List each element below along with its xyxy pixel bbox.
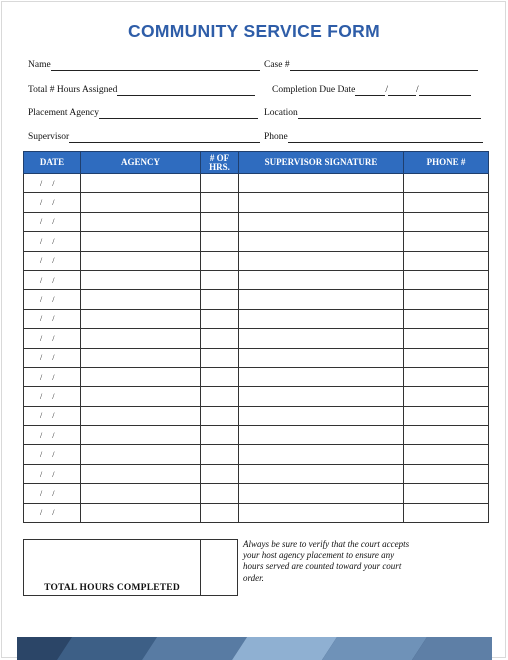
date-separator: / — [385, 85, 389, 95]
date-placeholder: / / — [40, 314, 55, 324]
column-header-line: SUPERVISOR SIGNATURE — [264, 157, 378, 167]
agency-cell[interactable] — [81, 445, 201, 464]
hours-cell[interactable] — [201, 503, 239, 522]
table-header-row — [24, 152, 489, 174]
signature-cell[interactable] — [239, 426, 404, 445]
date-cell[interactable] — [24, 367, 81, 386]
signature-cell[interactable] — [239, 406, 404, 425]
hours-assigned-label: Total # Hours Assigned — [28, 85, 118, 95]
column-header-line: AGENCY — [120, 157, 160, 167]
decorative-footer-band — [17, 637, 492, 660]
date-cell[interactable] — [24, 348, 81, 367]
table-row — [24, 193, 489, 212]
phone-label: Phone — [264, 132, 288, 142]
agency-cell[interactable] — [81, 174, 201, 193]
table-row — [24, 290, 489, 309]
table-row — [24, 445, 489, 464]
hours-cell[interactable] — [201, 290, 239, 309]
signature-cell[interactable] — [239, 484, 404, 503]
date-cell[interactable] — [24, 329, 81, 348]
phone-cell[interactable] — [404, 329, 489, 348]
date-cell[interactable] — [24, 503, 81, 522]
date-cell[interactable] — [24, 193, 81, 212]
date-cell[interactable] — [24, 270, 81, 289]
date-placeholder: / / — [40, 372, 55, 382]
due-year-line[interactable] — [419, 85, 471, 96]
supervisor-field[interactable] — [28, 132, 260, 143]
date-cell[interactable] — [24, 484, 81, 503]
phone-cell[interactable] — [404, 503, 489, 522]
date-placeholder: / / — [40, 450, 55, 460]
signature-cell[interactable] — [239, 309, 404, 328]
hours-cell[interactable] — [201, 232, 239, 251]
date-cell[interactable] — [24, 251, 81, 270]
date-placeholder: / / — [40, 488, 55, 498]
agency-cell[interactable] — [81, 464, 201, 483]
date-placeholder: / / — [40, 236, 55, 246]
hours-cell[interactable] — [201, 174, 239, 193]
agency-cell[interactable] — [81, 367, 201, 386]
phone-cell[interactable] — [404, 367, 489, 386]
completion-due-date-field[interactable] — [272, 85, 471, 96]
column-header-date — [24, 152, 81, 174]
hours-cell[interactable] — [201, 348, 239, 367]
hours-cell[interactable] — [201, 426, 239, 445]
table-row — [24, 406, 489, 425]
hours-cell[interactable] — [201, 329, 239, 348]
phone-cell[interactable] — [404, 406, 489, 425]
column-header-line: HRS. — [209, 161, 230, 172]
phone-cell[interactable] — [404, 387, 489, 406]
table-row — [24, 232, 489, 251]
agency-cell[interactable] — [81, 251, 201, 270]
total-hours-box — [23, 539, 201, 596]
date-placeholder: / / — [40, 198, 55, 208]
service-log-table — [23, 151, 489, 523]
phone-cell[interactable] — [404, 290, 489, 309]
signature-cell[interactable] — [239, 367, 404, 386]
phone-cell[interactable] — [404, 232, 489, 251]
phone-cell[interactable] — [404, 426, 489, 445]
agency-cell[interactable] — [81, 503, 201, 522]
phone-cell[interactable] — [404, 348, 489, 367]
phone-field[interactable] — [264, 132, 483, 143]
agency-cell[interactable] — [81, 193, 201, 212]
column-header-line: PHONE # — [426, 157, 466, 167]
date-cell[interactable] — [24, 406, 81, 425]
signature-cell[interactable] — [239, 387, 404, 406]
date-placeholder: / / — [40, 275, 55, 285]
phone-cell[interactable] — [404, 445, 489, 464]
table-row — [24, 309, 489, 328]
signature-cell[interactable] — [239, 232, 404, 251]
date-placeholder: / / — [40, 469, 55, 479]
column-header-supervisor-signature — [239, 152, 404, 174]
signature-cell[interactable] — [239, 212, 404, 231]
phone-cell[interactable] — [404, 251, 489, 270]
case-field[interactable] — [264, 60, 478, 71]
hours-assigned-line[interactable] — [117, 85, 255, 96]
table-row — [24, 503, 489, 522]
signature-cell[interactable] — [239, 174, 404, 193]
date-placeholder: / / — [40, 430, 55, 440]
table-row — [24, 367, 489, 386]
phone-cell[interactable] — [404, 174, 489, 193]
table-row — [24, 174, 489, 193]
hours-cell[interactable] — [201, 406, 239, 425]
total-hours-label: TOTAL HOURS COMPLETED — [44, 583, 180, 593]
date-placeholder: / / — [40, 353, 55, 363]
date-placeholder: / / — [40, 178, 55, 188]
date-cell[interactable] — [24, 426, 81, 445]
hours-cell[interactable] — [201, 193, 239, 212]
verification-note: Always be sure to verify that the court accepts your host agency placement to ensure any hours served are counted toward your court order. — [243, 539, 410, 583]
column-header-phone — [404, 152, 489, 174]
completion-due-date-label: Completion Due Date — [272, 85, 356, 95]
name-line[interactable] — [51, 60, 260, 71]
form-title: COMMUNITY SERVICE FORM — [128, 21, 380, 41]
agency-cell[interactable] — [81, 484, 201, 503]
agency-cell[interactable] — [81, 212, 201, 231]
column-header-line: DATE — [39, 157, 65, 167]
placement-agency-field[interactable] — [28, 108, 258, 119]
hours-cell[interactable] — [201, 445, 239, 464]
placement-agency-line[interactable] — [99, 108, 258, 119]
agency-cell[interactable] — [81, 426, 201, 445]
hours-cell[interactable] — [201, 387, 239, 406]
hours-cell[interactable] — [201, 251, 239, 270]
date-cell[interactable] — [24, 387, 81, 406]
date-cell[interactable] — [24, 174, 81, 193]
signature-cell[interactable] — [239, 270, 404, 289]
signature-cell[interactable] — [239, 329, 404, 348]
column-header-hours — [201, 152, 239, 174]
date-placeholder: / / — [40, 217, 55, 227]
table-row — [24, 270, 489, 289]
date-placeholder: / / — [40, 391, 55, 401]
agency-cell[interactable] — [81, 270, 201, 289]
column-header-line: # OF — [209, 152, 230, 163]
hours-cell[interactable] — [201, 464, 239, 483]
name-label: Name — [28, 60, 51, 70]
date-placeholder: / / — [40, 295, 55, 305]
agency-cell[interactable] — [81, 406, 201, 425]
hours-cell[interactable] — [201, 484, 239, 503]
hours-cell[interactable] — [201, 309, 239, 328]
case-label: Case # — [264, 60, 290, 70]
date-cell[interactable] — [24, 212, 81, 231]
signature-cell[interactable] — [239, 193, 404, 212]
agency-cell[interactable] — [81, 329, 201, 348]
hours-assigned-field[interactable] — [28, 85, 255, 96]
phone-line[interactable] — [288, 132, 483, 143]
hours-cell[interactable] — [201, 212, 239, 231]
total-hours-value-box[interactable] — [200, 539, 238, 596]
date-cell[interactable] — [24, 445, 81, 464]
name-field[interactable] — [28, 60, 260, 71]
table-row — [24, 426, 489, 445]
date-cell[interactable] — [24, 309, 81, 328]
phone-cell[interactable] — [404, 309, 489, 328]
date-placeholder: / / — [40, 333, 55, 343]
table-row — [24, 348, 489, 367]
signature-cell[interactable] — [239, 464, 404, 483]
date-cell[interactable] — [24, 232, 81, 251]
phone-cell[interactable] — [404, 193, 489, 212]
signature-cell[interactable] — [239, 290, 404, 309]
case-line[interactable] — [290, 60, 478, 71]
signature-cell[interactable] — [239, 251, 404, 270]
table-row — [24, 387, 489, 406]
placement-agency-label: Placement Agency — [28, 108, 99, 118]
due-month-line[interactable] — [355, 85, 385, 96]
supervisor-label: Supervisor — [28, 132, 70, 142]
hours-cell[interactable] — [201, 270, 239, 289]
table-row — [24, 251, 489, 270]
location-label: Location — [264, 108, 298, 118]
totals-section — [23, 539, 488, 596]
signature-cell[interactable] — [239, 348, 404, 367]
location-field[interactable] — [264, 108, 481, 119]
signature-cell[interactable] — [239, 503, 404, 522]
location-line[interactable] — [298, 108, 481, 119]
table-row — [24, 484, 489, 503]
agency-cell[interactable] — [81, 290, 201, 309]
due-day-line[interactable] — [388, 85, 416, 96]
hours-cell[interactable] — [201, 367, 239, 386]
table-row — [24, 329, 489, 348]
phone-cell[interactable] — [404, 484, 489, 503]
date-placeholder: / / — [40, 508, 55, 518]
date-placeholder: / / — [40, 256, 55, 266]
agency-cell[interactable] — [81, 232, 201, 251]
signature-cell[interactable] — [239, 445, 404, 464]
column-header-agency — [81, 152, 201, 174]
date-placeholder: / / — [40, 411, 55, 421]
table-row — [24, 464, 489, 483]
supervisor-line[interactable] — [69, 132, 260, 143]
date-cell[interactable] — [24, 464, 81, 483]
date-separator: / — [416, 85, 419, 95]
agency-cell[interactable] — [81, 387, 201, 406]
agency-cell[interactable] — [81, 348, 201, 367]
date-cell[interactable] — [24, 290, 81, 309]
phone-cell[interactable] — [404, 464, 489, 483]
phone-cell[interactable] — [404, 270, 489, 289]
table-row — [24, 212, 489, 231]
phone-cell[interactable] — [404, 212, 489, 231]
agency-cell[interactable] — [81, 309, 201, 328]
